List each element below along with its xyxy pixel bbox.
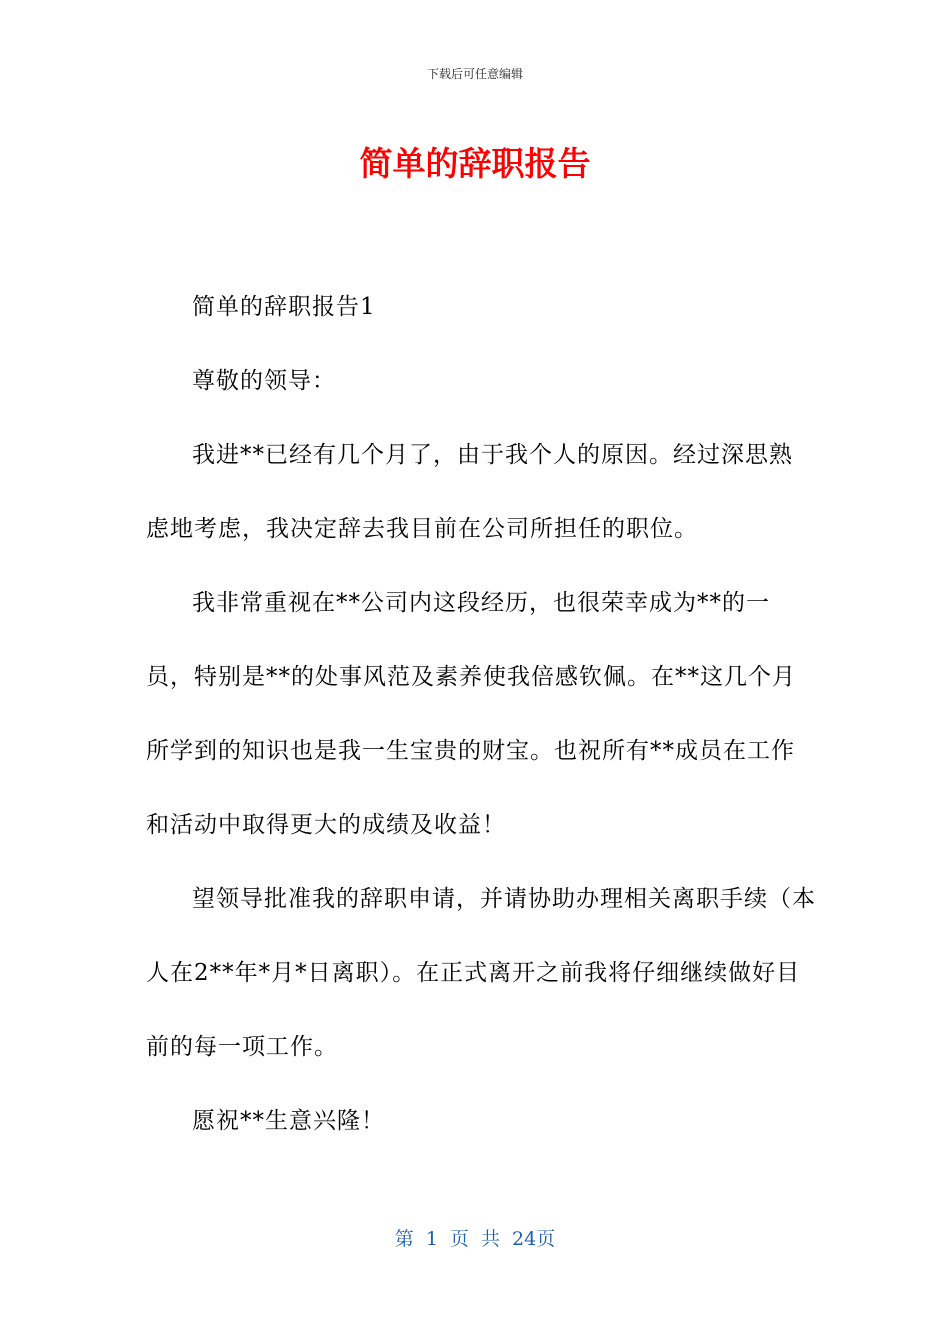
header-note: 下载后可任意编辑	[426, 67, 523, 81]
paragraph: 望领导批准我的辞职申请，并请协助办理相关离职手续（本人在2**年*月*日离职）。在正式离开之前我将仔细继续做好目前的每一项工作。	[146, 886, 816, 1060]
document-title: 简单的辞职报告	[359, 144, 591, 183]
paragraph-heading: 简单的辞职报告1	[192, 294, 376, 320]
paragraph: 我进**已经有几个月了，由于我个人的原因。经过深思熟虑地考虑，我决定辞去我目前在公司所担任的职位。	[146, 442, 793, 542]
paragraph: 我非常重视在**公司内这段经历，也很荣幸成为**的一员，特别是**的处事风范及素养使我倍感钦佩。在**这几个月所学到的知识也是我一生宝贵的财宝。也祝所有**成员在工作和活动中取得更大的成绩及收益！	[146, 590, 796, 838]
page-number: 第 1 页 共 24页	[394, 1228, 556, 1250]
paragraph-salutation: 尊敬的领导：	[192, 368, 336, 394]
document-body	[146, 270, 816, 1158]
paragraph-closing: 愿祝**生意兴隆！	[192, 1108, 385, 1134]
